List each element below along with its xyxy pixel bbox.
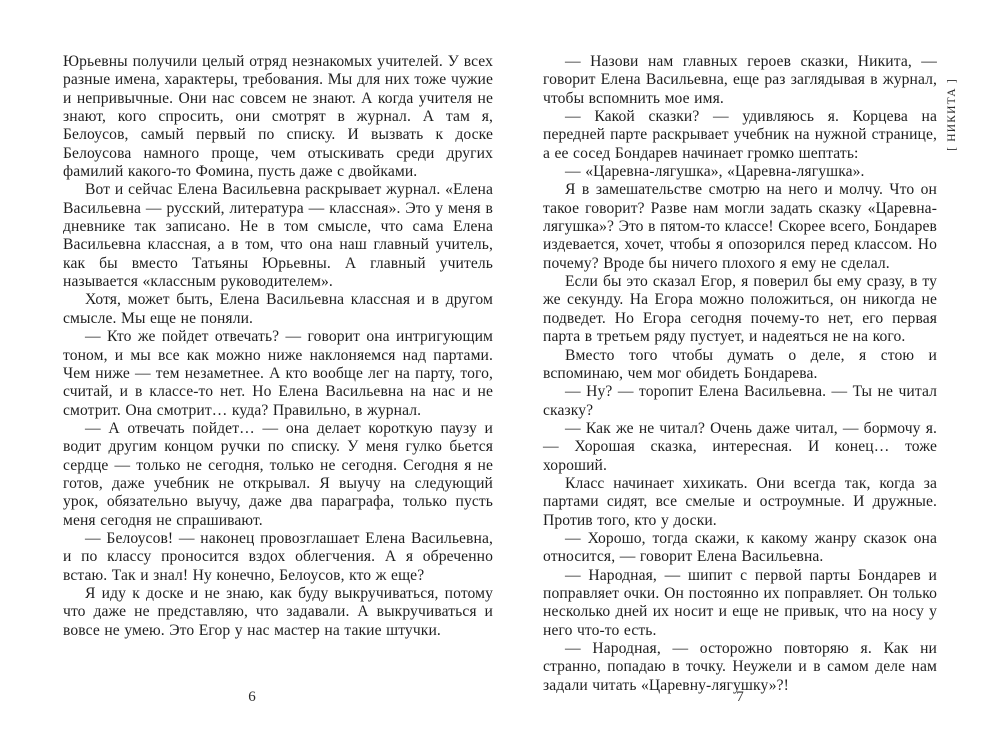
paragraph: — Народная, — осторожно повторяю я. Как ни странно, попадаю в точку. Неужели и в самом деле нам задали читать «Царевну-лягушку»?! [543, 640, 937, 694]
paragraph: Вместо того чтобы думать о деле, я стою и вспоминаю, чем мог обидеть Бондарева. [543, 346, 937, 382]
running-title-marker: [ НИКИТА ] [946, 78, 958, 151]
paragraph: Если бы это сказал Егор, я поверил бы ему сразу, в ту же секунду. На Егора можно положиться, он никогда не подведет. Но Егора сегодня почему-то нет, его первая парта в третьем ряду пустует, и надеяться не на кого. [543, 273, 937, 346]
paragraph: Класс начинает хихикать. Они всегда так, когда за партами сидят, все смелые и остроумные. И дружные. Против того, кто у доски. [543, 474, 937, 529]
paragraph: Хотя, может быть, Елена Васильевна классная и в другом смысле. Мы еще не поняли. [63, 291, 493, 327]
paragraph: Я иду к доске и не знаю, как буду выкручиваться, потому что даже не представляю, что задавали. А выкручиваться и вовсе не умею. Это Егор у нас мастер на такие штучки. [63, 584, 493, 639]
page-number-right: 7 [736, 689, 744, 705]
paragraph: — Ну? — торопит Елена Васильевна. — Ты не читал сказку? [543, 383, 937, 419]
page-number-left: 6 [248, 689, 256, 705]
page-left-text [63, 53, 493, 640]
page-right-text [543, 53, 937, 695]
paragraph: — Какой сказки? — удивляюсь я. Корцева на передней парте раскрывает учебник на нужной странице, а ее сосед Бондарев начинает громко шептать: [543, 108, 937, 162]
page-left [63, 53, 493, 705]
page-right [543, 53, 937, 705]
paragraph: — Кто же пойдет отвечать? — говорит она интригующим тоном, и мы все как можно ниже наклоняемся над партами. Чем ниже — тем незаметнее. А кто вообще лег на парту, того, считай, и в классе-то нет. Но Елена Васильевна на нас и не смотрит. Она смотрит… куда? Правильно, в журнал. [63, 328, 493, 419]
paragraph: — Как же не читал? Очень даже читал, — бормочу я. — Хорошая сказка, интересная. И конец… тоже хороший. [543, 419, 937, 474]
paragraph: — А отвечать пойдет… — она делает короткую паузу и водит другим концом ручки по списку. У меня гулко бьется сердце — только не сегодня, только не сегодня. Сегодня я не готов, даже учебник не открывал. Я выучу на следующий урок, обязательно выучу, даже два параграфа, только пусть меня сегодня не спрашивают. [63, 419, 493, 529]
paragraph: Я в замешательстве смотрю на него и молчу. Что он такое говорит? Разве нам могли задать сказку «Царевна-лягушка»? Это в пятом-то классе! Скорее всего, Бондарев издевается, хочет, чтобы я опозорился перед классом. Но почему? Вроде бы ничего плохого я ему не сделал. [543, 181, 937, 272]
paragraph: — Хорошо, тогда скажи, к какому жанру сказок она относится, — говорит Елена Васильевна. [543, 529, 937, 566]
paragraph: — Народная, — шипит с первой парты Бондарев и поправляет очки. Он постоянно их поправляет. Он только несколько дней их носит и еще не привык, что на носу у него что-то есть. [543, 566, 937, 639]
paragraph: — Белоусов! — наконец провозглашает Елена Васильевна, и по классу проносится вздох облегчения. А я обреченно встаю. Так и знал! Ну конечно, Белоусов, кто ж еще? [63, 529, 493, 584]
paragraph: — «Царевна-лягушка», «Царевна-лягушка». [565, 163, 865, 181]
paragraph: Юрьевны получили целый отряд незнакомых учителей. У всех разные имена, характеры, требования. Мы для них тоже чужие и непривычные. Они нас совсем не знают. А когда учителя не знают, кого спросить, они смотрят в журнал. А там я, Белоусов, самый первый по списку. И вызвать к доске Белоусова намного проще, чем отыскивать среди других фамилий какого-то Фомина, пусть даже с двойками. [63, 53, 493, 181]
paragraph: Вот и сейчас Елена Васильевна раскрывает журнал. «Елена Васильевна — русский, литература — классная». Это у меня в дневнике так записано. Не в том смысле, что сама Елена Васильевна классная, а в том, что она наш главный учитель, как бы вместо Татьяны Юрьевны. А главный учитель называется «классным руководителем». [63, 181, 493, 291]
paragraph: — Назови нам главных героев сказки, Никита, — говорит Елена Васильевна, еще раз заглядывая в журнал, чтобы вспомнить мое имя. [543, 53, 937, 107]
